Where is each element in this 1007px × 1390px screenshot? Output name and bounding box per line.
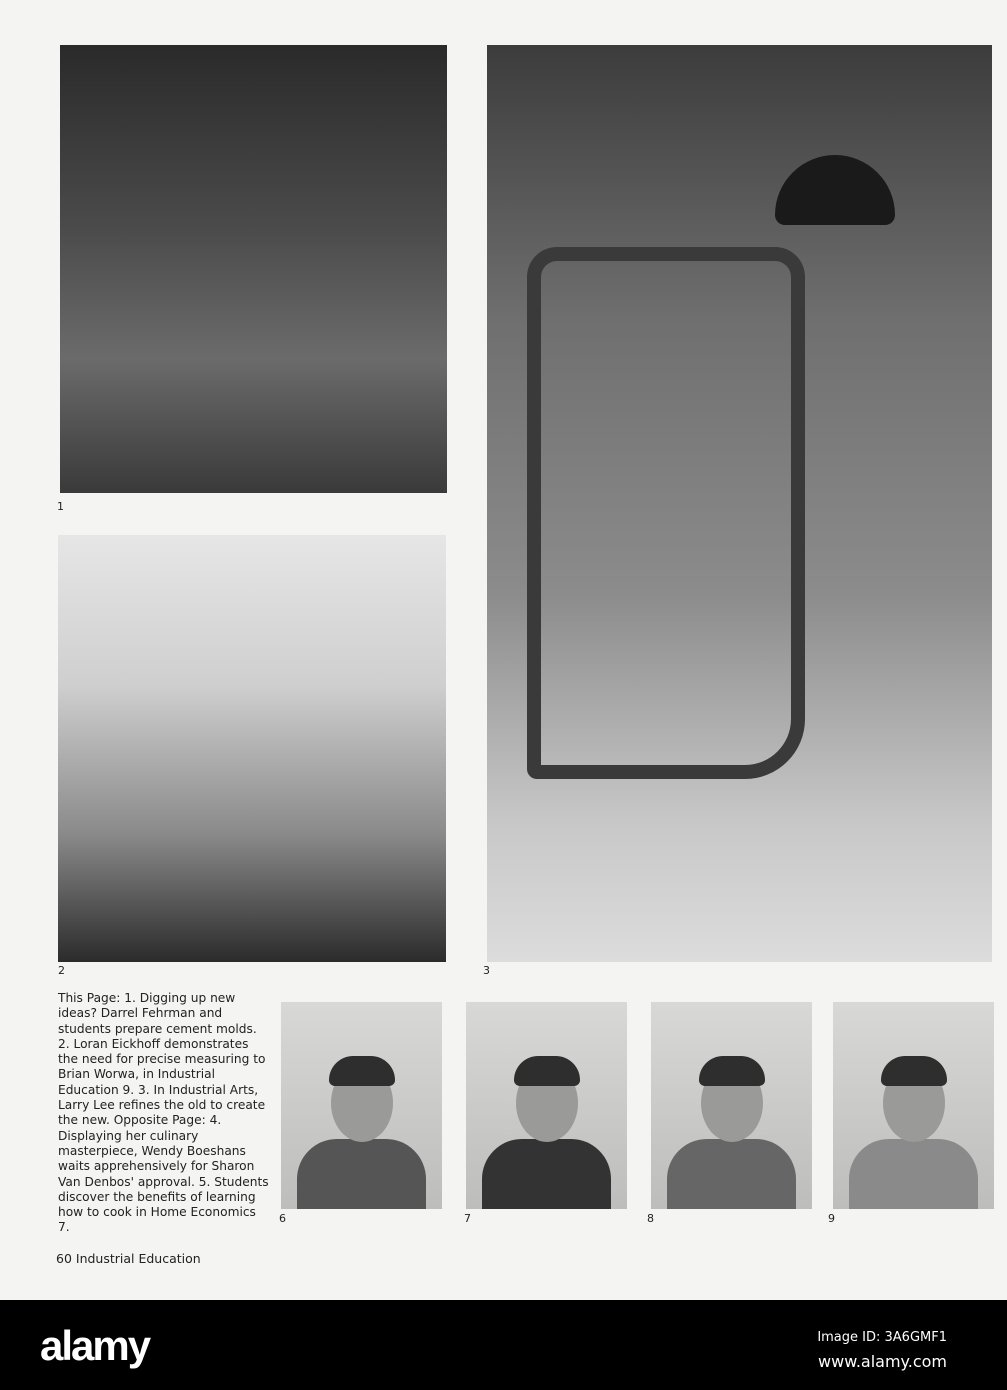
portrait-9 (833, 1002, 994, 1209)
photo-measuring-demonstration (58, 535, 446, 962)
portrait-8 (651, 1002, 812, 1209)
photo-number: 8 (647, 1212, 654, 1225)
photo-number: 2 (58, 964, 65, 977)
photo-number: 3 (483, 964, 490, 977)
photo-digging-cement-molds (60, 45, 447, 493)
image-id: Image ID: 3A6GMF1 (817, 1330, 947, 1345)
photo-number: 6 (279, 1212, 286, 1225)
photo-refinishing-chair (487, 45, 992, 962)
portrait-7 (466, 1002, 627, 1209)
photo-number: 9 (828, 1212, 835, 1225)
cap-shape (775, 155, 895, 225)
watermark-bar (0, 1300, 1007, 1390)
portrait-6 (281, 1002, 442, 1209)
page-footer: 60 Industrial Education (56, 1251, 201, 1266)
alamy-logo: alamy (40, 1322, 150, 1369)
photo-number: 1 (57, 500, 64, 513)
chair-shape (527, 247, 805, 779)
watermark-url: www.alamy.com (818, 1352, 947, 1371)
photo-caption: This Page: 1. Digging up new ideas? Darrel Fehrman and students prepare cement molds. 2. Loran Eickhoff demonstrates the need for precise measuring to Brian Worwa, in Industrial Education 9. 3. In Industrial Arts, Larry Lee refines the old to create the new. Opposite Page: 4. Displaying her culinary masterpiece, Wendy Boeshans waits apprehensively for Sharon Van Denbos' approval. 5. Students discover the benefits of learning how to cook in Home Economics 7. (58, 991, 269, 1235)
photo-number: 7 (464, 1212, 471, 1225)
